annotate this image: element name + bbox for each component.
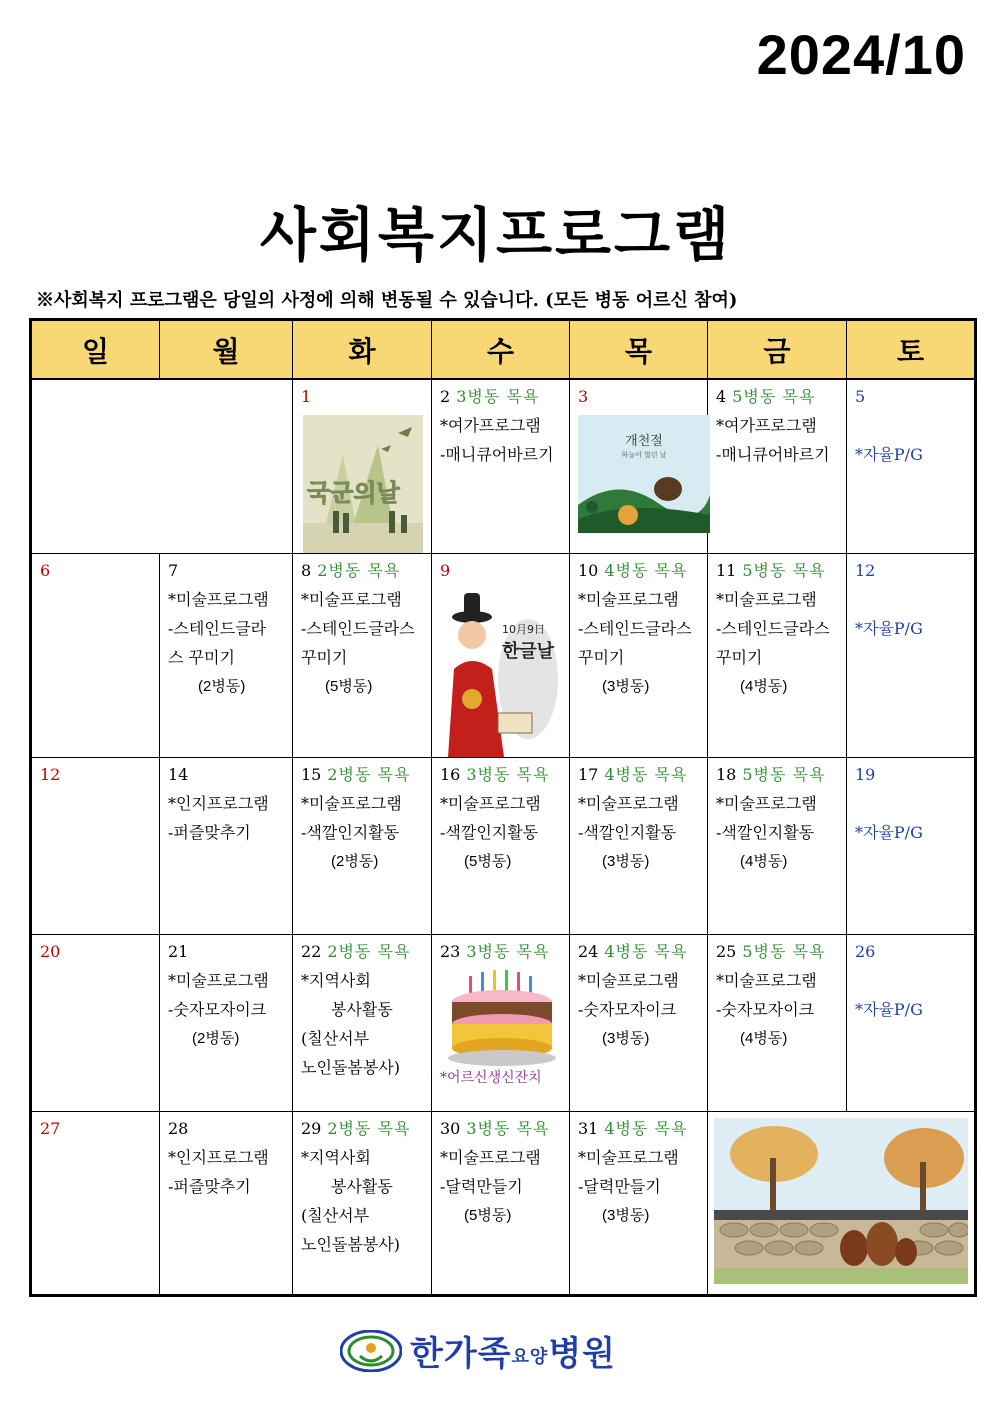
program-detail: -매니큐어바르기 <box>440 445 554 464</box>
program-detail: -숫자모자이크 <box>578 1000 677 1019</box>
week-row <box>31 379 976 554</box>
program-detail: 봉사활동 <box>331 1177 393 1196</box>
program-ward: (4병동) <box>740 1030 788 1047</box>
program-name: *미술프로그램 <box>578 794 679 813</box>
day-cell-4 <box>708 379 847 554</box>
day-cell-20 <box>31 935 160 1112</box>
birthday-cake-image <box>447 970 557 1068</box>
weekday-sun: 일 <box>31 320 160 380</box>
program-name: *자율P/G <box>855 823 923 842</box>
day-number: 22 <box>301 942 322 961</box>
program-name: *자율P/G <box>855 1000 923 1019</box>
day-cell-16 <box>432 758 570 935</box>
day-cell-17 <box>570 758 708 935</box>
day-cell-14 <box>160 758 293 935</box>
program-ward: (3병동) <box>602 1207 650 1224</box>
program-ward: (5병동) <box>464 853 512 870</box>
program-name: *지역사회 <box>301 971 371 990</box>
ward-bath: 5병동 목욕 <box>732 387 816 406</box>
page-title: 사회복지프로그램 <box>259 201 733 269</box>
program-name: *미술프로그램 <box>440 794 541 813</box>
program-name: *자율P/G <box>855 619 923 638</box>
program-ward: (3병동) <box>602 678 650 695</box>
day-number: 6 <box>40 561 51 580</box>
program-ward: (4병동) <box>740 678 788 695</box>
day-number: 2 <box>440 387 451 406</box>
week-row <box>31 935 976 1112</box>
day-cell-26 <box>847 935 976 1112</box>
day-number: 9 <box>440 561 451 580</box>
program-ward: (5병동) <box>325 678 373 695</box>
day-number: 16 <box>440 765 461 784</box>
day-number: 1 <box>301 387 312 406</box>
program-name: *인지프로그램 <box>168 794 269 813</box>
day-cell-1 <box>293 379 432 554</box>
program-name: *미술프로그램 <box>716 971 817 990</box>
ward-bath: 4병동 목욕 <box>604 1119 688 1138</box>
week-row <box>31 1112 976 1296</box>
day-cell-25 <box>708 935 847 1112</box>
program-name: *미술프로그램 <box>716 794 817 813</box>
program-detail: -스테인드글라스 <box>578 619 692 638</box>
ward-bath: 3병동 목욕 <box>456 387 540 406</box>
ward-bath: 4병동 목욕 <box>604 942 688 961</box>
day-number: 29 <box>301 1119 322 1138</box>
day-cell-31 <box>570 1112 708 1296</box>
ward-bath: 3병동 목욕 <box>466 765 550 784</box>
day-cell-6 <box>31 554 160 758</box>
day-cell-28 <box>160 1112 293 1296</box>
program-detail: -색깔인지활동 <box>716 823 815 842</box>
hangeul-day-text: 한글날 <box>501 641 554 662</box>
hangeul-day-image <box>442 589 562 757</box>
week-row <box>31 758 976 935</box>
program-detail: 꾸미기 <box>578 648 625 667</box>
day-cell-8 <box>293 554 432 758</box>
day-cell-27 <box>31 1112 160 1296</box>
day-cell-12 <box>847 554 976 758</box>
program-name: *미술프로그램 <box>578 1148 679 1167</box>
hospital-logo <box>340 1326 616 1375</box>
weekday-wed: 수 <box>432 320 570 380</box>
program-name: *여가프로그램 <box>440 416 541 435</box>
program-detail: (칠산서부 <box>301 1206 370 1225</box>
program-ward: (3병동) <box>602 853 650 870</box>
day-number: 15 <box>301 765 322 784</box>
day-number: 23 <box>440 942 461 961</box>
day-number: 31 <box>578 1119 599 1138</box>
day-cell-18 <box>708 758 847 935</box>
program-detail: -색깔인지활동 <box>440 823 539 842</box>
weekday-mon: 월 <box>160 320 293 380</box>
day-cell-3 <box>570 379 708 554</box>
program-ward: (2병동) <box>331 853 379 870</box>
day-cell-7 <box>160 554 293 758</box>
day-cell-10 <box>570 554 708 758</box>
ward-bath: 5병동 목욕 <box>742 942 826 961</box>
program-detail: -숫자모자이크 <box>716 1000 815 1019</box>
program-detail: -색깔인지활동 <box>301 823 400 842</box>
program-detail: -달력만들기 <box>440 1177 523 1196</box>
day-number: 8 <box>301 561 312 580</box>
day-cell-22 <box>293 935 432 1112</box>
day-number: 21 <box>168 942 189 961</box>
ward-bath: 3병동 목욕 <box>466 942 550 961</box>
program-detail: -퍼즐맞추기 <box>168 823 251 842</box>
program-detail: -숫자모자이크 <box>168 1000 267 1019</box>
program-name: *미술프로그램 <box>440 1148 541 1167</box>
weekday-header-row <box>31 320 976 380</box>
program-name: *지역사회 <box>301 1148 371 1167</box>
program-detail: 노인돌봄봉사) <box>301 1058 400 1077</box>
program-detail: -퍼즐맞추기 <box>168 1177 251 1196</box>
day-number: 14 <box>168 765 189 784</box>
day-cell-15 <box>293 758 432 935</box>
program-detail: -매니큐어바르기 <box>716 445 830 464</box>
hangeul-day-date: 10月9日 <box>501 623 545 636</box>
autumn-scene-image <box>714 1118 968 1284</box>
day-number: 24 <box>578 942 599 961</box>
day-cell-29 <box>293 1112 432 1296</box>
day-number: 25 <box>716 942 737 961</box>
foundation-day-image <box>578 415 710 533</box>
weekday-fri: 금 <box>708 320 847 380</box>
day-cell-23 <box>432 935 570 1112</box>
program-name: *미술프로그램 <box>168 590 269 609</box>
program-detail: -달력만들기 <box>578 1177 661 1196</box>
notice-text: ※사회복지 프로그램은 당일의 사정에 의해 변동될 수 있습니다. (모든 병동 어르신 참여) <box>36 290 738 311</box>
program-detail: (칠산서부 <box>301 1029 370 1048</box>
ward-bath: 4병동 목욕 <box>604 765 688 784</box>
day-number: 18 <box>716 765 737 784</box>
day-number: 12 <box>40 765 61 784</box>
autumn-scene-cell <box>708 1112 976 1296</box>
day-cell-13 <box>31 758 160 935</box>
program-name: *미술프로그램 <box>168 971 269 990</box>
weekday-thu: 목 <box>570 320 708 380</box>
program-ward: (2병동) <box>192 1030 240 1047</box>
day-cell-9 <box>432 554 570 758</box>
hospital-name: 한가족요양병원 <box>410 1334 617 1374</box>
program-name: *인지프로그램 <box>168 1148 269 1167</box>
weekday-tue: 화 <box>293 320 432 380</box>
program-detail: 스 꾸미기 <box>168 648 235 667</box>
birthday-party-caption: *어르신생신잔치 <box>440 1070 542 1086</box>
day-number: 7 <box>168 561 179 580</box>
program-ward: (5병동) <box>464 1207 512 1224</box>
day-number: 3 <box>578 387 589 406</box>
program-detail: -스테인드글라스 <box>301 619 415 638</box>
day-number: 28 <box>168 1119 189 1138</box>
program-detail: -스테인드글라스 <box>716 619 830 638</box>
day-cell-11 <box>708 554 847 758</box>
ward-bath: 3병동 목욕 <box>466 1119 550 1138</box>
program-name: *미술프로그램 <box>716 590 817 609</box>
day-cell-30 <box>432 1112 570 1296</box>
ward-bath: 2병동 목욕 <box>327 1119 411 1138</box>
program-name: *미술프로그램 <box>578 971 679 990</box>
day-number: 20 <box>40 942 61 961</box>
day-cell-2 <box>432 379 570 554</box>
foundation-day-text: 개천절 <box>625 434 663 449</box>
program-ward: (4병동) <box>740 853 788 870</box>
program-ward: (2병동) <box>198 678 246 695</box>
ward-bath: 4병동 목욕 <box>604 561 688 580</box>
program-detail: -색깔인지활동 <box>578 823 677 842</box>
day-cell-19 <box>847 758 976 935</box>
program-name: *미술프로그램 <box>578 590 679 609</box>
program-detail: 봉사활동 <box>331 1000 393 1019</box>
foundation-day-subtext: 하늘이 열린 날 <box>621 451 667 459</box>
calendar-date: 2024/10 <box>756 23 966 86</box>
program-ward: (3병동) <box>602 1030 650 1047</box>
day-number: 12 <box>855 561 876 580</box>
program-name: *미술프로그램 <box>301 590 402 609</box>
program-detail: 꾸미기 <box>716 648 763 667</box>
program-name: *자율P/G <box>855 445 923 464</box>
day-number: 5 <box>855 387 866 406</box>
program-name: *여가프로그램 <box>716 416 817 435</box>
day-number: 17 <box>578 765 599 784</box>
ward-bath: 2병동 목욕 <box>327 765 411 784</box>
week-row <box>31 554 976 758</box>
armed-forces-day-image <box>303 415 423 553</box>
ward-bath: 5병동 목욕 <box>742 765 826 784</box>
day-cell-21 <box>160 935 293 1112</box>
program-name: *미술프로그램 <box>301 794 402 813</box>
weekday-sat: 토 <box>847 320 976 380</box>
day-cell-5 <box>847 379 976 554</box>
program-detail: 꾸미기 <box>301 648 348 667</box>
day-number: 4 <box>716 387 727 406</box>
hospital-emblem-icon <box>340 1330 402 1372</box>
program-detail: 노인돌봄봉사) <box>301 1235 400 1254</box>
day-number: 11 <box>716 561 737 580</box>
day-number: 26 <box>855 942 876 961</box>
ward-bath: 2병동 목욕 <box>317 561 401 580</box>
ward-bath: 5병동 목욕 <box>742 561 826 580</box>
calendar-table <box>29 318 977 1297</box>
day-number: 30 <box>440 1119 461 1138</box>
armed-forces-day-text: 국군의날 <box>307 479 400 507</box>
day-cell-24 <box>570 935 708 1112</box>
empty-cell <box>31 379 293 554</box>
program-detail: -스테인드글라 <box>168 619 267 638</box>
day-number: 27 <box>40 1119 61 1138</box>
day-number: 10 <box>578 561 599 580</box>
day-number: 19 <box>855 765 876 784</box>
ward-bath: 2병동 목욕 <box>327 942 411 961</box>
